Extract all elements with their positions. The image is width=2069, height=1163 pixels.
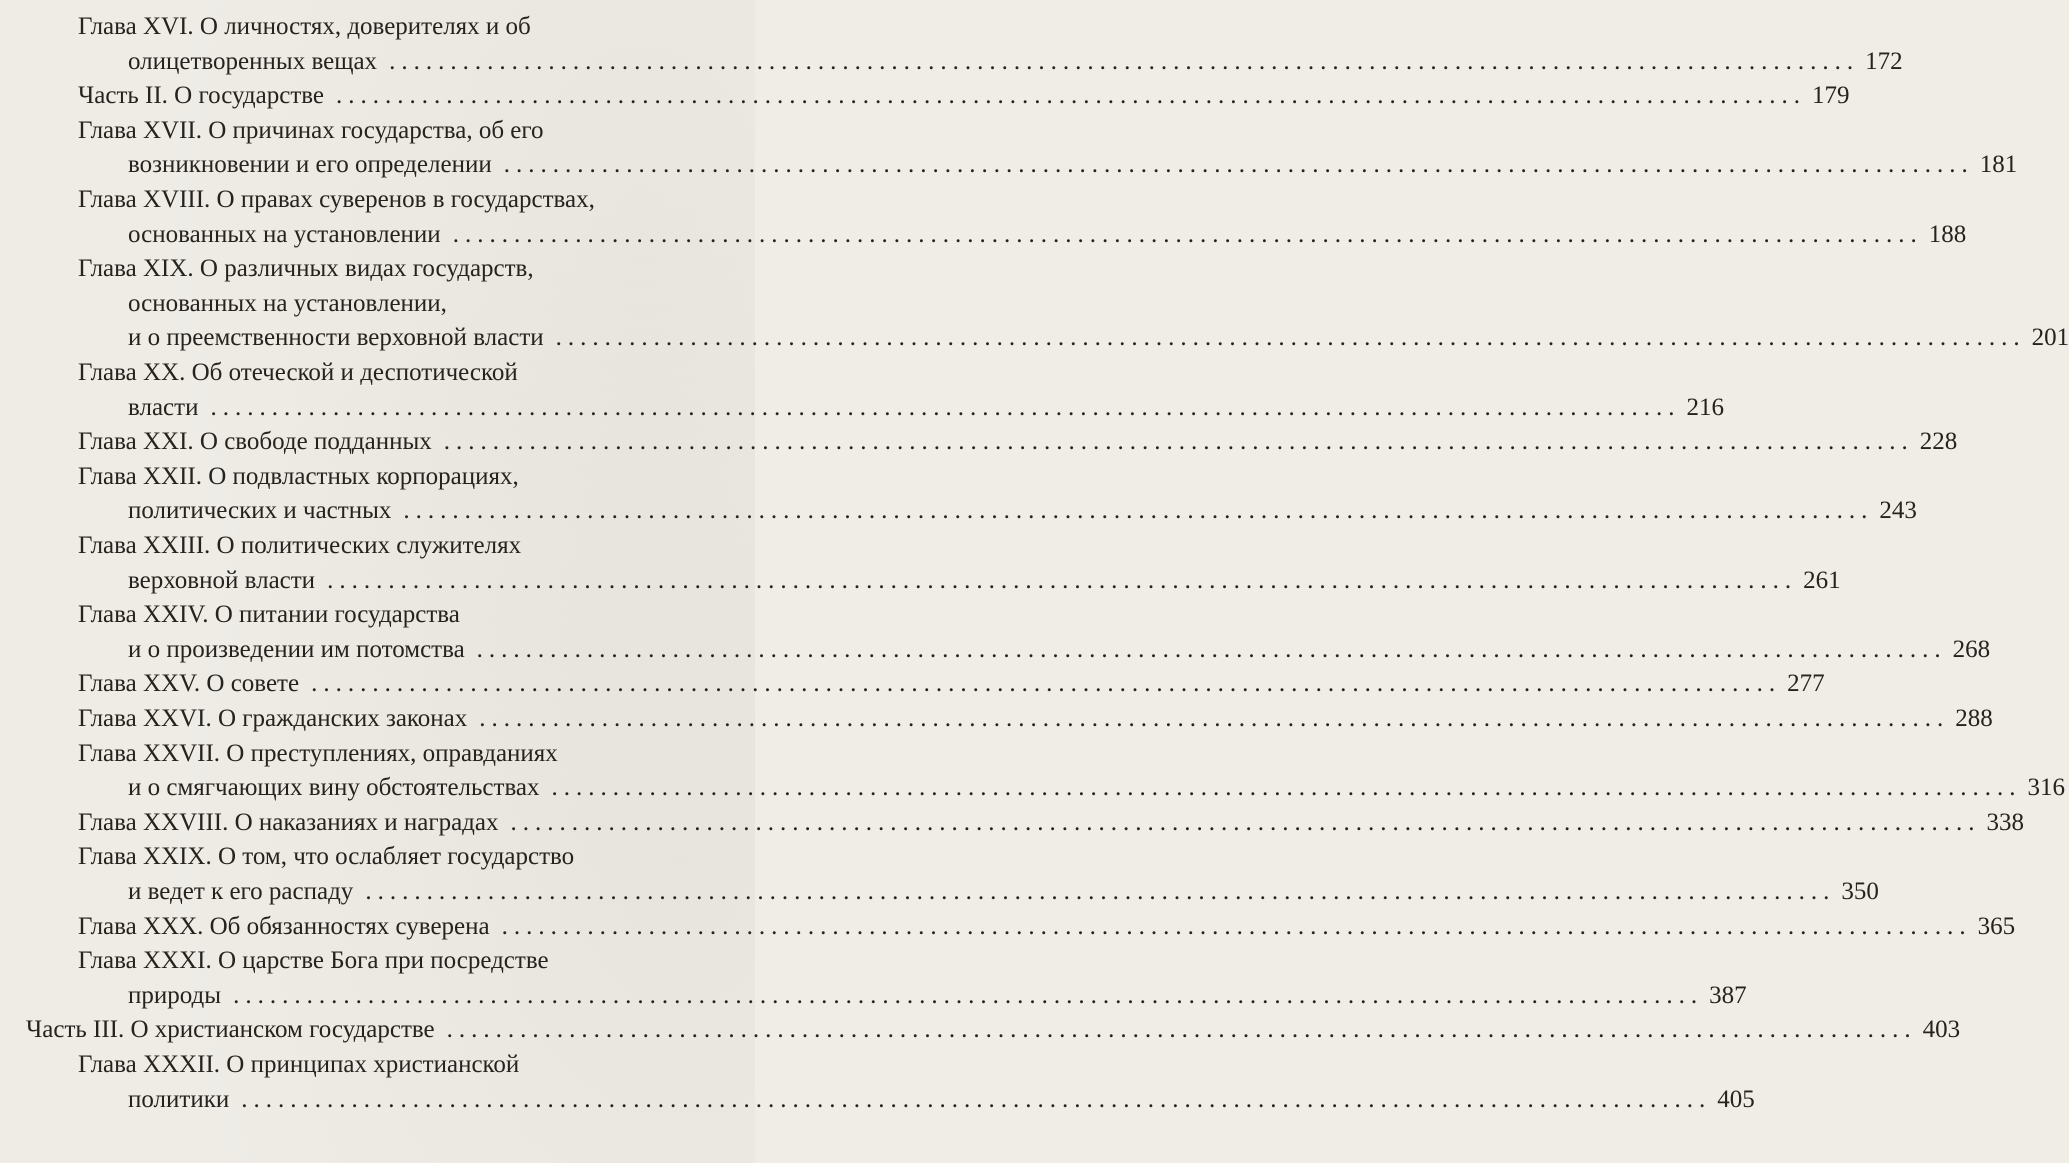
- chapter-title: и о преемственности верховной власти: [128, 324, 544, 352]
- leader-dots: ........................................................................................................................: [241, 1085, 1712, 1113]
- toc-entry-last-line: [78, 808, 2024, 838]
- toc-entry-last-line: [128, 150, 2018, 180]
- chapter-title: Глава XVII. О причинах государства, об его: [78, 116, 544, 144]
- chapter-title: Глава XIX. О различных видах государств,: [78, 255, 534, 283]
- chapter-title: Глава XX. Об отеческой и деспотической: [78, 359, 518, 386]
- toc-entry-last-line: [128, 635, 1991, 665]
- page-number: 188: [1928, 220, 1967, 248]
- page-number: 365: [1977, 912, 2016, 940]
- leader-dots: ........................................................................................................................: [311, 670, 1782, 698]
- part-title: Часть II. О государстве: [78, 82, 325, 110]
- leader-dots: ........................................................................................................................: [443, 428, 1914, 456]
- chapter-title: Глава XVIII. О правах суверенов в государствах,: [78, 186, 595, 213]
- chapter-title: Глава XXVII. О преступлениях, оправданиях: [78, 739, 558, 767]
- toc-entry-line: [78, 358, 518, 388]
- toc-entry-line: [78, 739, 558, 769]
- toc-entry-last-line: [78, 81, 1850, 111]
- toc-entry-last-line: [78, 704, 1993, 734]
- leader-dots: ........................................................................................................................: [336, 82, 1807, 110]
- toc-entry-last-line: [26, 1015, 1961, 1045]
- toc-entry-last-line: [128, 877, 1879, 907]
- chapter-title: Глава XXV. О совете: [78, 670, 300, 698]
- chapter-title: Глава XXX. Об обязанностях суверена: [78, 912, 490, 940]
- part-title: Часть III. О христианском государстве: [26, 1016, 435, 1044]
- page-number: 261: [1803, 566, 1841, 594]
- chapter-title: политики: [128, 1085, 230, 1113]
- toc-entry-line: [78, 116, 544, 146]
- toc-entry-last-line: [128, 496, 1917, 526]
- chapter-title: Глава XXIV. О питании государства: [78, 601, 460, 629]
- page-number: 216: [1686, 393, 1724, 421]
- chapter-title: Глава XXVIII. О наказаниях и наградах: [78, 808, 499, 836]
- leader-dots: ........................................................................................................................: [479, 705, 1950, 732]
- chapter-title: верховной власти: [128, 566, 316, 594]
- toc-entry-last-line: [128, 323, 2069, 353]
- toc-entry-last-line: [128, 566, 1841, 596]
- chapter-title: возникновении и его определении: [128, 151, 492, 179]
- page-number: 228: [1919, 428, 1958, 456]
- chapter-title: Глава XXIX. О том, что ослабляет государство: [78, 843, 575, 871]
- leader-dots: ........................................................................................................................: [403, 497, 1874, 525]
- chapter-title: власти: [128, 393, 199, 421]
- toc-entry-line: [78, 946, 549, 976]
- page-number: 277: [1787, 670, 1825, 698]
- toc-entry-last-line: [128, 47, 1903, 77]
- chapter-title: и ведет к его распаду: [128, 878, 354, 905]
- chapter-title: и о произведении им потомства: [128, 635, 465, 663]
- toc-entry-last-line: [128, 773, 2066, 803]
- chapter-title: олицетворенных вещах: [128, 47, 378, 75]
- leader-dots: ........................................................................................................................: [551, 774, 2022, 802]
- chapter-title: Глава XXVI. О гражданских законах: [78, 705, 468, 732]
- page-number: 338: [1986, 808, 2024, 836]
- toc-entry-line: [78, 1050, 519, 1080]
- leader-dots: ........................................................................................................................: [233, 981, 1704, 1009]
- leader-dots: ........................................................................................................................: [327, 566, 1798, 594]
- chapter-title: основанных на установлении: [128, 220, 441, 248]
- leader-dots: ........................................................................................................................: [389, 47, 1860, 75]
- toc-entry-last-line: [128, 393, 1724, 423]
- chapter-title: Глава XXIII. О политических служителях: [78, 532, 522, 559]
- chapter-title: Глава XXII. О подвластных корпорациях,: [78, 462, 519, 490]
- leader-dots: ........................................................................................................................: [365, 878, 1836, 905]
- toc-entry-last-line: [78, 427, 1958, 457]
- leader-dots: ........................................................................................................................: [210, 393, 1681, 421]
- page-number: 405: [1717, 1085, 1755, 1113]
- page-number: 316: [2027, 774, 2066, 802]
- toc-entry-line: [78, 462, 519, 492]
- leader-dots: ........................................................................................................................: [503, 151, 1974, 179]
- leader-dots: ........................................................................................................................: [501, 912, 1972, 940]
- page-number: 288: [1955, 705, 1993, 732]
- leader-dots: ........................................................................................................................: [510, 808, 1981, 836]
- toc-entry-last-line: [128, 220, 1967, 250]
- toc-entry-line: [78, 12, 531, 42]
- page-number: 181: [1979, 151, 2018, 179]
- toc-entry-line: [78, 254, 534, 284]
- leader-dots: ........................................................................................................................: [476, 635, 1947, 663]
- page-number: 172: [1865, 47, 1903, 75]
- toc-entry-line: [78, 531, 521, 561]
- chapter-title: Глава XXI. О свободе подданных: [78, 428, 432, 456]
- toc-entry-last-line: [128, 1085, 1755, 1115]
- chapter-title: основанных на установлении,: [128, 289, 447, 317]
- leader-dots: ........................................................................................................................: [446, 1016, 1917, 1044]
- toc-entry-last-line: [78, 912, 2016, 942]
- chapter-title: природы: [128, 981, 222, 1009]
- leader-dots: ........................................................................................................................: [555, 324, 2026, 352]
- page-number: 403: [1922, 1016, 1961, 1044]
- page-number: 268: [1952, 635, 1991, 663]
- toc-entry-last-line: [128, 981, 1747, 1011]
- chapter-title: Глава XXXII. О принципах христианской: [78, 1051, 520, 1078]
- toc-entry-line: [78, 600, 460, 630]
- toc-entry-line: [78, 842, 574, 872]
- chapter-title: политических и частных: [128, 497, 392, 525]
- toc-entry-line: [78, 185, 595, 215]
- page-number: 179: [1812, 82, 1850, 110]
- page-number: 350: [1841, 878, 1879, 905]
- leader-dots: ........................................................................................................................: [452, 220, 1923, 248]
- toc-entry-last-line: [78, 669, 1825, 699]
- page-number: 243: [1879, 497, 1917, 525]
- chapter-title: Глава XVI. О личностях, доверителях и об: [78, 13, 531, 40]
- page-number: 201: [2031, 324, 2069, 352]
- toc-entry-line: [128, 289, 447, 319]
- chapter-title: и о смягчающих вину обстоятельствах: [128, 774, 540, 802]
- page-number: 387: [1709, 981, 1747, 1009]
- chapter-title: Глава XXXI. О царстве Бога при посредстве: [78, 947, 549, 975]
